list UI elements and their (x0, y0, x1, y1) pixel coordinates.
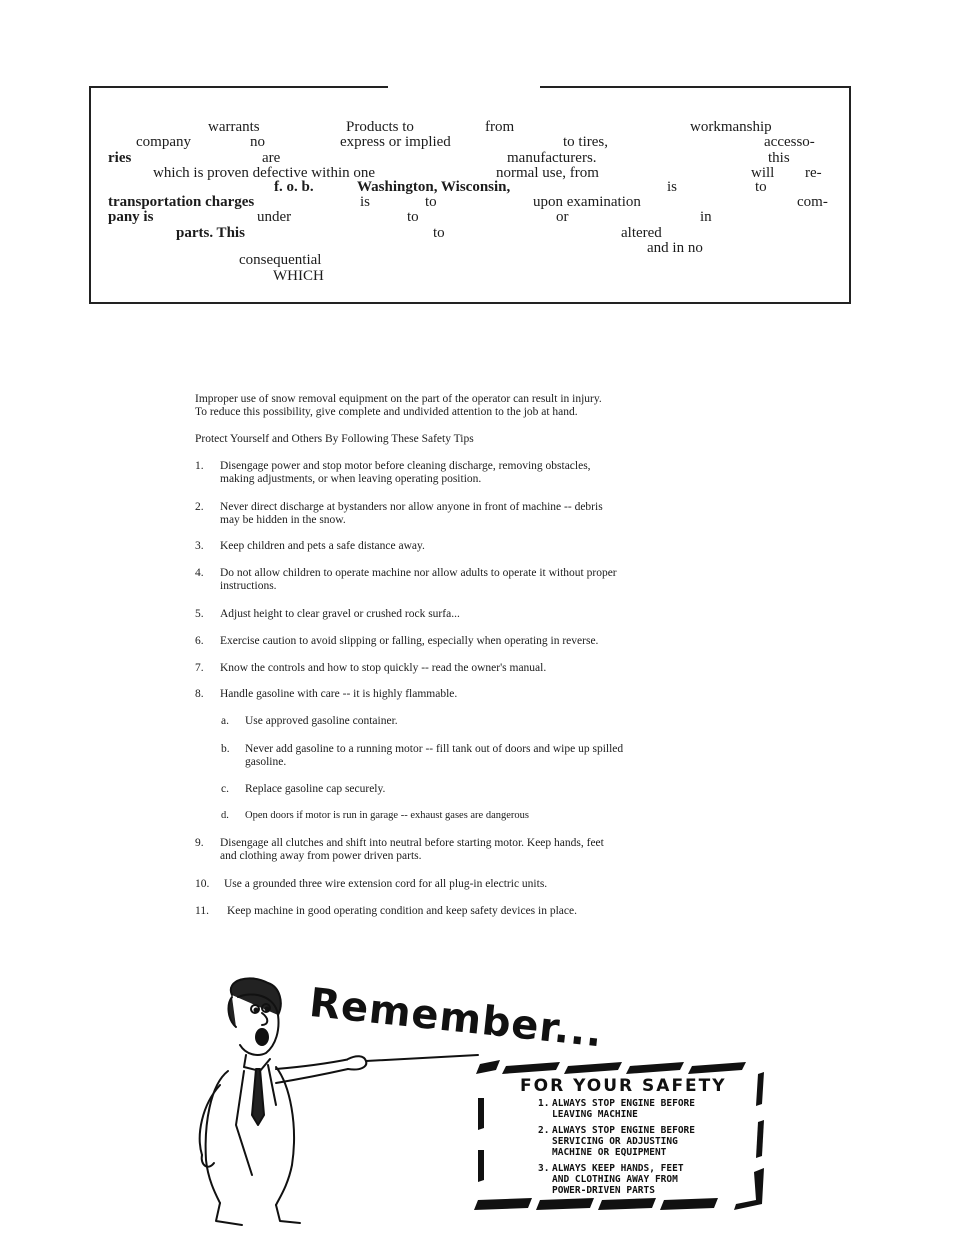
card-item-line: ALWAYS STOP ENGINE BEFORE (552, 1098, 695, 1109)
warranty-word: express or implied (340, 134, 451, 150)
tip-line: Keep children and pets a safe distance away. (220, 540, 425, 552)
warranty-word: manufacturers. (507, 150, 597, 166)
warranty-word: upon examination (533, 194, 641, 210)
warranty-word: consequential (239, 252, 322, 268)
subtip-line: Never add gasoline to a running motor -- fill tank out of doors and wipe up spilled (245, 743, 624, 755)
tip-line: instructions. (220, 580, 277, 592)
tip-line: Never direct discharge at bystanders nor allow anyone in front of machine -- debris (220, 501, 603, 513)
warranty-word: to (407, 209, 419, 225)
card-item-line: POWER-DRIVEN PARTS (552, 1185, 655, 1196)
tip-number: 4. (195, 567, 204, 579)
tip-line: and clothing away from power driven parts. (220, 850, 422, 862)
warranty-word: warrants (208, 119, 260, 135)
tip-line: may be hidden in the snow. (220, 514, 346, 526)
card-item-line: ALWAYS KEEP HANDS, FEET (552, 1163, 684, 1174)
safety-heading: Protect Yourself and Others By Following These Safety Tips (195, 433, 474, 445)
warranty-word: to (755, 179, 767, 195)
warranty-word: is (667, 179, 678, 195)
warranty-word: altered (621, 225, 662, 241)
subtip-letter: c. (221, 783, 229, 795)
subtip-letter: a. (221, 715, 229, 727)
tip-number: 6. (195, 635, 204, 647)
warranty-word: normal use, from (496, 165, 599, 181)
card-item-line: MACHINE OR EQUIPMENT (552, 1147, 667, 1158)
warranty-word: accesso- (764, 134, 815, 150)
safety-intro-line-1: Improper use of snow removal equipment on the part of the operator can result in injury. (195, 393, 602, 405)
tip-number: 9. (195, 837, 204, 849)
warranty-word: Products to (346, 119, 414, 135)
tip-line: Exercise caution to avoid slipping or falling, especially when operating in reverse. (220, 635, 599, 647)
warranty-word: in (700, 209, 712, 225)
warranty-word: company (136, 134, 191, 150)
subtip-line: Open doors if motor is run in garage -- exhaust gases are dangerous (245, 810, 529, 821)
warranty-word: this (768, 150, 790, 166)
warranty-word: to (425, 194, 437, 210)
tip-line: Know the controls and how to stop quickly -- read the owner's manual. (220, 662, 547, 674)
warranty-word: is (360, 194, 371, 210)
warranty-word: Washington, Wisconsin, (357, 179, 511, 195)
warranty-word: or (556, 209, 569, 225)
tip-line: Disengage power and stop motor before cleaning discharge, removing obstacles, (220, 460, 591, 472)
card-item-number: 1. (538, 1098, 550, 1109)
tip-number: 10. (195, 878, 210, 890)
tip-number: 1. (195, 460, 204, 472)
card-item-number: 3. (538, 1163, 550, 1174)
card-item-line: ALWAYS STOP ENGINE BEFORE (552, 1125, 695, 1136)
warranty-word: to (433, 225, 445, 241)
warranty-word: under (257, 209, 292, 225)
subtip-line: gasoline. (245, 756, 287, 768)
warranty-word: no (250, 134, 265, 150)
warranty-word: re- (805, 165, 822, 181)
tip-line: Adjust height to clear gravel or crushed rock surfa... (220, 608, 460, 620)
warranty-word: com- (797, 194, 828, 210)
warranty-word: WHICH (273, 268, 324, 284)
warranty-word: and in no (647, 240, 703, 256)
warranty-word: ries (108, 150, 132, 166)
warranty-word: which is proven defective within one (153, 165, 376, 181)
tip-line: Keep machine in good operating condition and keep safety devices in place. (227, 905, 577, 917)
subtip-letter: b. (221, 743, 230, 755)
subtip-letter: d. (221, 810, 229, 821)
safety-intro-line-2: To reduce this possibility, give complete and undivided attention to the job at hand. (195, 406, 578, 418)
subtip-line: Replace gasoline cap securely. (245, 783, 386, 795)
tip-line: Disengage all clutches and shift into neutral before starting motor. Keep hands, feet (220, 837, 604, 849)
tip-line: making adjustments, or when leaving operating position. (220, 473, 482, 485)
warranty-word: from (485, 119, 515, 135)
tip-number: 7. (195, 662, 204, 674)
warranty-word: f. o. b. (274, 179, 314, 195)
remember-title: Remember... (307, 980, 606, 1057)
tip-line: Do not allow children to operate machine nor allow adults to operate it without proper (220, 567, 617, 579)
tip-number: 8. (195, 688, 204, 700)
tip-line: Handle gasoline with care -- it is highly flammable. (220, 688, 458, 700)
tip-number: 5. (195, 608, 204, 620)
card-item-number: 2. (538, 1125, 550, 1136)
warranty-word: workmanship (690, 119, 772, 135)
tip-line: Use a grounded three wire extension cord for all plug-in electric units. (224, 878, 548, 890)
warranty-word: are (262, 150, 281, 166)
warranty-word: pany is (108, 209, 154, 225)
warranty-word: will (751, 165, 775, 181)
subtip-line: Use approved gasoline container. (245, 715, 398, 727)
tip-number: 2. (195, 501, 204, 513)
tip-number: 3. (195, 540, 204, 552)
warranty-word: parts. This (176, 225, 245, 241)
card-item-line: SERVICING OR ADJUSTING (552, 1136, 678, 1147)
tip-number: 11. (195, 905, 209, 917)
card-item-line: LEAVING MACHINE (552, 1109, 638, 1120)
warranty-word: transportation charges (108, 194, 255, 210)
safety-card-title: FOR YOUR SAFETY (520, 1076, 727, 1096)
card-item-line: AND CLOTHING AWAY FROM (552, 1174, 678, 1185)
warranty-word: to tires, (563, 134, 608, 150)
